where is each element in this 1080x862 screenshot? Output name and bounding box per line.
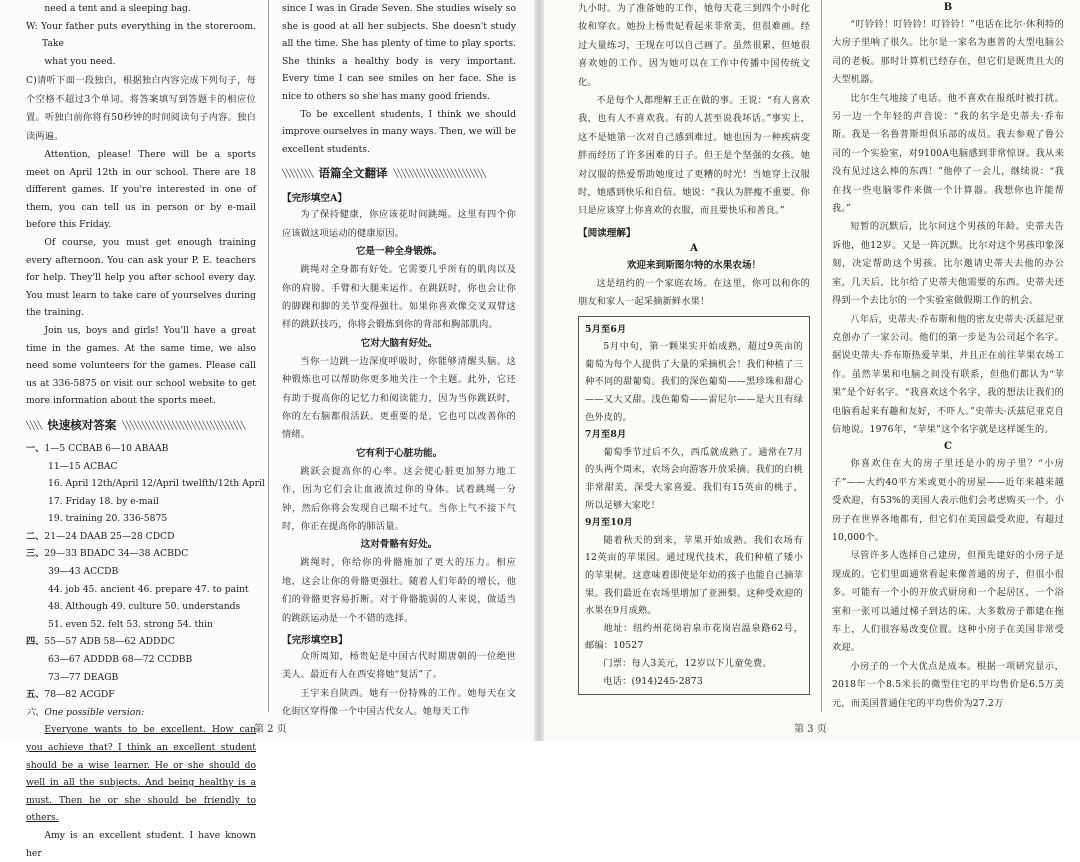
passage-c-paragraph: 小房子的一个大优点是成本。根据一项研究显示，2018年一个8.5米长的微型住宅的平均售价是6.5万美元，而美国普通住宅的平均售价为27.2万 <box>832 660 1064 709</box>
passage-c-paragraph: 你喜欢住在大的房子里还是小的房子里？“小房子”——大约40平方米或更小的房屋——近年来越来越受欢迎，有53%的美国人表示他们会考虑购买一个。小房子在世界各地都有，但它们在美国最受欢迎，有超过10,000个。 <box>832 458 1064 543</box>
farm-info-box <box>578 316 810 695</box>
translation-header <box>282 160 516 186</box>
box-text: 门票：每人3美元，12岁以下儿童免费。 <box>603 657 772 669</box>
passage-b-paragraph: “叮铃铃！叮铃铃！叮铃铃！”电话在比尔·休利特的大房子里响了很久。比尔是一家名为惠普的大型电脑公司的老板。那时计算机已经存在，但它们是既贵且大的大型机器。 <box>832 19 1064 86</box>
answer-section-label: 四、 <box>26 636 45 648</box>
answer-row <box>26 545 256 563</box>
passage-paragraph: Of course, you must get enough training every afternoon. You can ask your P. E. teachers for help. They'll help you after school every day. You must learn to take care of yourselves during the training. <box>26 236 256 319</box>
essay-paragraph: Everyone wants to be excellent. How can you achieve that? I think an excellent student should be a wise learner. He or she should do well in all the subjects. And being healthy is a must. Then he or she should be friendly to others. <box>26 724 256 824</box>
column-divider <box>821 0 822 712</box>
answer-row <box>26 563 256 581</box>
translation-title: 语篇全文翻译 <box>318 166 388 181</box>
answer-row <box>26 510 256 528</box>
cloze-b-title: 【完形填空B】 <box>282 635 348 647</box>
essay-label: 六、One possible version: <box>26 706 145 718</box>
answer-text: 21—24 DAAB 25—28 CDCD <box>44 530 175 542</box>
answer-row <box>26 528 256 546</box>
translation-paragraph: 不是每个人都理解王正在做的事。王说：“有人喜欢我，也有人不喜欢我。有的人甚至说我坏话。”事实上，这不是她第一次对自己感到难过。她也因为一种疾病变胖而经历了许多困难的日子。但王是个坚强的女孩。她对汉服的热爱帮助她度过了更糟的时光！当她穿上汉服时，她感到快乐和自信。她说：“我认为胖瘦不重要。你只是应该穿上你喜欢的衣服，而且要快乐和善良。” <box>578 95 810 217</box>
dash-ornament-left: ╲╲╲╲ <box>26 419 42 430</box>
cloze-a-title: 【完形填空A】 <box>282 193 348 205</box>
page-number-right: 第 3 页 <box>794 724 827 735</box>
essay-paragraph: Amy is an excellent student. I have known her <box>26 829 256 859</box>
passage-c-paragraph: 尽管许多人选择自己建房，但预先建好的小房子是现成的。它们里面通常看起来像普通的房子，但很小很多。可能有一个小的开放式厨房和一个起居区，一个浴室和一张可以通过梯子到达的床。大多数房子都建在拖车上，人们很容易改变位置。这种小房子在美国非常受欢迎。 <box>832 550 1064 654</box>
section-heading: 这对骨骼有好处。 <box>360 539 438 551</box>
model-essay <box>26 721 256 862</box>
left-page <box>0 0 536 859</box>
passage-a-intro: 这是纽约的一个家庭农场。在这里，你可以和你的朋友和家人一起采摘新鲜水果！ <box>578 277 810 308</box>
left-column-1 <box>26 0 265 859</box>
monologue-passage <box>26 146 256 410</box>
right-page <box>544 0 1080 741</box>
answer-section-label: 二、 <box>26 530 45 542</box>
answer-row <box>26 493 256 511</box>
answer-row <box>26 669 256 687</box>
passage-b-letter: B <box>943 2 953 13</box>
box-text: 地址：纽约州花岗岩泉市花岗岩温泉路62号，邮编：10527 <box>585 622 803 652</box>
answer-section-label: 一、 <box>26 442 45 454</box>
script-line: W: Your father puts everything in the storeroom. Take <box>26 20 256 50</box>
cloze-b-text <box>282 648 516 722</box>
left-column-2 <box>282 0 516 718</box>
answers-header <box>26 412 256 438</box>
answer-text: 44. job 45. ancient 46. prepare 47. to paint <box>48 583 249 595</box>
answers-title: 快速核对答案 <box>47 417 117 432</box>
passage-b-paragraph: 八年后，史蒂夫·乔布斯和他的密友史蒂夫·沃兹尼亚克创办了一家公司。他们的第一步是为公司起个名字。据说史蒂夫·乔布斯热爱苹果，并且正在前往苹果农场工作。虽然苹果和电脑之间没有联系，但他们都认为“苹果”是个好名字。“我喜欢这个名字，我的想法让我们的电脑看起来有趣和友好，不吓人。”史蒂夫·沃兹尼亚克自信地说。1976年，“苹果”这个名字就是这样诞生的。 <box>832 313 1064 435</box>
cloze-b-paragraph: 众所周知，杨贵妃是中国古代时期唐朝的一位绝世美人。最近有人在西安将她“复活”了。 <box>282 651 516 681</box>
passage-b-paragraph: 比尔生气地接了电话。他不喜欢在报纸时被打扰。另一边一个年轻的声音说：“我的名字是史蒂夫·乔布斯。我是一名鲁普斯坦俱乐部的成员。我去参观了鲁公司的一个实验室，对9100A电脑感到非常惊讶。我从来没有见过这么棒的东西！”他停了一会儿，继续说：“我在找一些电脑零件来做一个计算器。我想你也许能帮我。” <box>832 92 1064 215</box>
passage-c-text <box>832 455 1064 713</box>
section-text: 跳绳时，你给你的骨骼施加了更大的压力。相应地，这会让你的骨骼更强壮。随着人们年龄的增长，他们的骨骼更容易折断。对于骨骼脆弱的人来说，做适当的跳跃运动是一个不错的选择。 <box>282 557 516 624</box>
essay-paragraph: To be excellent students, I think we should improve ourselves in many ways. Then, we will be excellent students. <box>282 108 516 155</box>
section-heading: 它是一种全身锻炼。 <box>355 246 443 258</box>
section-text: 当你一边跳一边深度呼吸时，你能够清醒头脑。这种锻炼也可以帮助你更多地关注一个主题。此外，它还有助于提高你的记忆力和阅读能力，因为当你跳跃时，你的左右脑都很活跃。更重要的是，它也可以改善你的情绪。 <box>282 355 516 441</box>
answer-text: 39—43 ACCDB <box>48 566 119 578</box>
answer-row <box>26 651 256 669</box>
answer-text: 73—77 DEAGB <box>48 671 119 683</box>
answer-row <box>26 598 256 616</box>
passage-paragraph: Attention, please! There will be a sports meet on April 12th in our school. There are 18 different games. If you're interested in one of them, you can tell us in person or by e-mail before this Friday. <box>26 149 256 231</box>
answer-text: 17. Friday 18. by e-mail <box>48 495 159 507</box>
answer-row <box>26 686 256 704</box>
column-divider <box>268 0 269 712</box>
answer-row <box>26 440 256 458</box>
dash-ornament-right: ╲╲╲╲╲╲╲╲╲╲╲╲╲╲╲╲╲╲╲╲╲╲╲╲ <box>393 168 486 179</box>
answer-row <box>26 633 256 651</box>
script-line: need a tent and a sleeping bag. <box>44 3 191 14</box>
section-text: 跳绳对全身都有好处。它需要几乎所有的肌肉以及你的肩膀、手臂和大腿来运作。在跳跃时，你也会让你的脚踝和脚的关节变得强壮。如果你喜欢像交叉双臂这样的跳跃技巧，你将会锻炼到你的背部和胸部肌肉。 <box>282 264 516 331</box>
passage-c-letter: C <box>944 441 952 453</box>
answer-text: 78—82 ACGDF <box>44 689 115 701</box>
answer-text: 48. Although 49. culture 50. understands <box>48 601 241 613</box>
answer-row <box>26 616 256 634</box>
script-line: what you need. <box>44 55 116 67</box>
section-heading: 它有利于心脏功能。 <box>355 447 443 459</box>
dash-ornament-right: ╲╲╲╲╲╲╲╲╲╲╲╲╲╲╲╲╲╲╲╲╲╲╲╲╲╲╲╲╲╲╲╲ <box>122 419 245 430</box>
right-column-2 <box>832 0 1064 712</box>
box-text: 随着秋天的到来，苹果开始成熟。我们农场有12英亩的苹果园。通过现代技术，我们种植了矮小的苹果树。这意味着即使是年幼的孩子也能自己摘苹果。我们最近在农场里增加了亚洲梨。这种受欢迎的水果在9月成熟。 <box>585 534 803 617</box>
answer-text: 16. April 12th/April 12/April twelfth/12th April <box>48 478 265 490</box>
box-heading: 5月至6月 <box>585 323 627 335</box>
reading-title: 【阅读理解】 <box>578 227 636 239</box>
section-heading: 它对大脑有好处。 <box>360 337 438 349</box>
answer-text: 63—67 ADDDB 68—72 CCDBB <box>48 654 193 666</box>
page-number-left: 第 2 页 <box>254 724 287 735</box>
answer-row <box>26 581 256 599</box>
answer-text: 51. even 52. felt 53. strong 54. thin <box>48 618 213 630</box>
passage-b-paragraph: 短暂的沉默后，比尔问这个男孩的年龄。史蒂夫告诉他，他12岁。又是一阵沉默。比尔对这个男孩印象深刻，决定帮助这个男孩。比尔邀请史蒂夫去他的办公室，几天后，比尔给了史蒂夫他需要的东西。史蒂夫还得到一个去比尔的一个实验室做假期工作的机会。 <box>832 221 1064 307</box>
passage-a-letter: A <box>690 242 698 254</box>
box-heading: 7月至8月 <box>585 429 627 441</box>
answer-text: 19. training 20. 336-5875 <box>48 513 168 525</box>
box-text: 葡萄季节过后不久，西瓜就成熟了。通常在7月的头两个周末，农场会向游客开放采摘。我们的白桃非常甜美，深受大家喜爱。我们有15英亩的桃子，所以足够大家吃！ <box>585 446 803 511</box>
answer-row <box>26 458 256 476</box>
answer-text: 55—57 ADB 58—62 ADDDC <box>44 636 175 648</box>
box-heading: 9月至10月 <box>585 517 633 529</box>
cloze-b-continued <box>578 0 810 221</box>
model-essay-continued <box>282 0 516 158</box>
section-text: 跳跃会提高你的心率。这会使心脏更加努力地工作，因为它们会让血液流过你的身体。试着跳绳一分钟，然后你将会发现自己喘不过气。当你上气不接下气时，你正在提高你的肺活量。 <box>282 465 516 533</box>
listening-script-end <box>26 0 256 70</box>
translation-paragraph: 九小时。为了准备她的工作，她每天花三到四个小时化妆和穿衣。她扮上杨贵妃看起来非常美，但很难画。经过大量练习，王现在可以自己画了。虽然很累，但她很喜欢她的工作。因为她可以在工作中传播中国传统文化。 <box>578 3 810 88</box>
answer-text: 1—5 CCBAB 6—10 ABAAB <box>44 442 169 454</box>
right-column-1 <box>578 0 810 712</box>
cloze-b-paragraph: 王宇来自陕西。她有一份特殊的工作。她每天在文化街区穿得像一个中国古代女人。她每天工作 <box>282 687 516 718</box>
answer-text: 11—15 ACBAC <box>48 460 118 472</box>
box-text: 5月中旬，第一颗果实开始成熟，超过9英亩的葡萄为每个人提供了大量的采摘机会！我们种植了三种不同的甜葡萄。我们的深色葡萄——黑珍珠和甜心——又大又甜。浅色葡萄——雷尼尔——是大且有绿色外皮的。 <box>585 341 803 423</box>
passage-b-text <box>832 16 1064 439</box>
cloze-a-sections <box>282 243 516 628</box>
passage-a-title: 欢迎来到斯图尔特的水果农场！ <box>626 259 762 271</box>
answer-section-label: 三、 <box>26 548 45 560</box>
dash-ornament-left: ╲╲╲╲╲╲╲╲ <box>282 168 313 179</box>
passage-paragraph: Join us, boys and girls! You'll have a great time in the games. At the same time, we also need some volunteers for the games. Please call us at 336-5875 or visit our school website to get more information about the sports meet. <box>26 324 256 407</box>
task-c-intro: C)请听下面一段独白，根据独白内容完成下列句子，每个空格不超过3个单词。将答案填写到答题卡的相应位置。听独白前你将有50秒钟的时间阅读句子内容。独白读两遍。 <box>26 75 256 142</box>
answer-row <box>26 475 265 493</box>
cloze-a-intro: 为了保持健康，你应该花时间跳绳。这里有四个你应该做这项运动的健康原因。 <box>282 209 516 239</box>
box-text: 电话：(914)245-2873 <box>603 675 703 687</box>
answer-section-label: 五、 <box>26 689 45 701</box>
answer-text: 29—33 BDADC 34—38 ACBDC <box>44 548 189 560</box>
answer-key-list <box>26 440 265 704</box>
essay-paragraph: since I was in Grade Seven. She studies wisely so she is good at all her subjects. She doesn't study all the time. She has plenty of time to play sports. She thinks a healthy body is very important. Every time I can see smiles on her face. She is nice to others so she has many good friends. <box>282 3 516 102</box>
